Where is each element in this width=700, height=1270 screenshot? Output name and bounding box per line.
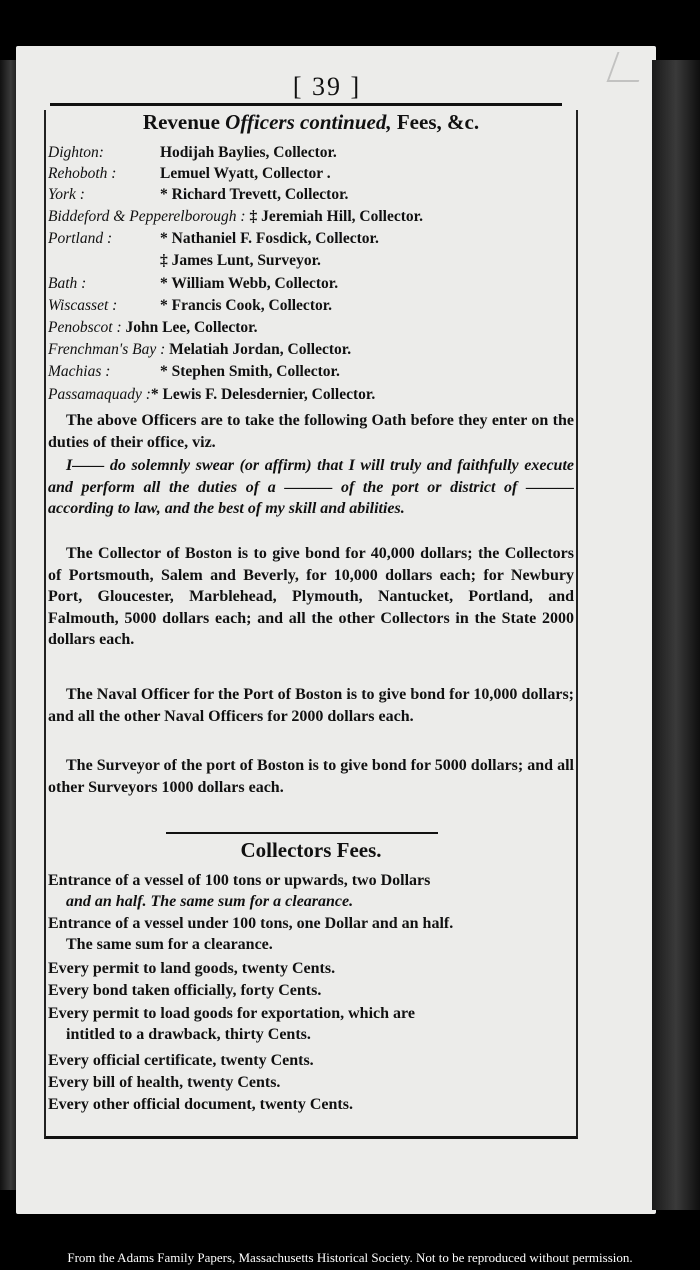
- fee-item: [48, 958, 574, 979]
- fees-rule: [166, 832, 438, 834]
- fee-text: Every bill of health, twenty Cents.: [48, 1074, 281, 1091]
- officer-name: Hodijah Baylies, Collector.: [160, 144, 337, 161]
- fee-text: Every official certificate, twenty Cents.: [48, 1052, 314, 1069]
- officer-name: * Nathaniel F. Fosdick, Collector.: [160, 230, 379, 247]
- officer-place: York :: [48, 186, 85, 203]
- fee-item: [48, 980, 574, 1001]
- officer-place: Rehoboth :: [48, 165, 117, 182]
- officer-row: [48, 250, 321, 271]
- oath-intro: The above Officers are to take the following Oath before they enter on the duties of their office, viz.: [48, 412, 574, 451]
- officer-place: Wiscasset :: [48, 297, 118, 314]
- heading-italic: Officers continued,: [225, 110, 392, 134]
- officer-row: [48, 384, 375, 405]
- officer-row: [48, 339, 351, 360]
- fee-item: [48, 913, 574, 955]
- officer-place: Frenchman's Bay :: [48, 341, 166, 358]
- officer-place: Passamaquady :: [48, 386, 151, 403]
- fee-continuation: and an half. The same sum for a clearance.: [66, 893, 354, 910]
- fee-text: Entrance of a vessel under 100 tons, one Dollar and an half.: [48, 915, 454, 932]
- officer-place: Bath :: [48, 275, 87, 292]
- page-heading: [46, 110, 576, 135]
- officer-row: [48, 228, 379, 249]
- fee-text: Every bond taken officially, forty Cents.: [48, 982, 322, 999]
- officer-name: * Francis Cook, Collector.: [160, 297, 333, 314]
- page-edges: [652, 60, 700, 1210]
- officer-row: [48, 142, 337, 163]
- officer-name: Melatiah Jordan, Collector.: [169, 341, 352, 358]
- officer-row: [48, 163, 331, 184]
- archive-caption: From the Adams Family Papers, Massachusetts Historical Society. Not to be reproduced without permission.: [67, 1250, 633, 1265]
- officer-place: Dighton:: [48, 144, 104, 161]
- officer-name: ‡ Jeremiah Hill, Collector.: [249, 208, 423, 225]
- officer-row: [48, 184, 348, 205]
- officer-name: * Stephen Smith, Collector.: [160, 363, 340, 380]
- fee-continuation: The same sum for a clearance.: [66, 936, 273, 953]
- fee-text: Every permit to load goods for exportation, which are: [48, 1005, 415, 1022]
- surveyor-bond-paragraph: The Surveyor of the port of Boston is to give bond for 5000 dollars; and all other Surveyors 1000 dollars each.: [48, 757, 574, 796]
- fee-continuation: intitled to a drawback, thirty Cents.: [66, 1026, 311, 1043]
- officer-row: [48, 317, 258, 338]
- collector-bond-paragraph: The Collector of Boston is to give bond for 40,000 dollars; the Collectors of Portsmouth, Salem and Beverly, for 10,000 dollars each; for Newbury Port, Gloucester, Marblehead, Plymouth, Nantucket, Portland, and Falmouth, 5000 dollars each; and all the other Collectors in the State 2000 dollars each.: [48, 545, 574, 648]
- heading-end: Fees, &c.: [391, 110, 480, 134]
- naval-bond-paragraph: The Naval Officer for the Port of Boston is to give bond for 10,000 dollars; and all the other Naval Officers for 2000 dollars each.: [48, 686, 574, 725]
- fees-heading: Collectors Fees.: [240, 838, 382, 862]
- officer-name: ‡ James Lunt, Surveyor.: [160, 252, 321, 269]
- text-block: [44, 110, 578, 1139]
- oath-text: I—— do solemnly swear (or affirm) that I will truly and faithfully execute and perform all the duties of a ——— of the port or district of ——— according to law, and the best of my skill and abilities.: [48, 457, 574, 517]
- fee-text: Every permit to land goods, twenty Cents.: [48, 960, 336, 977]
- fee-item: [48, 870, 574, 912]
- officer-place: Machias :: [48, 363, 111, 380]
- heading-plain: Revenue: [142, 110, 226, 134]
- officer-name: Lemuel Wyatt, Collector .: [160, 165, 331, 182]
- fee-item: [48, 1050, 574, 1071]
- officer-row: [48, 273, 338, 294]
- fee-item: [48, 1003, 574, 1045]
- fee-item: [48, 1072, 574, 1093]
- officer-place: Portland :: [48, 230, 113, 247]
- fee-item: [48, 1094, 574, 1115]
- fee-text: Entrance of a vessel of 100 tons or upwards, two Dollars: [48, 872, 431, 889]
- fee-text: Every other official document, twenty Cents.: [48, 1096, 353, 1113]
- officer-row: [48, 361, 340, 382]
- officer-row: [48, 206, 423, 227]
- page-number: [ 39 ]: [292, 72, 362, 101]
- officer-place: Biddeford & Pepperelborough :: [48, 208, 246, 225]
- officer-row: [48, 295, 332, 316]
- top-rule: [50, 103, 562, 106]
- officer-name: John Lee, Collector.: [125, 319, 258, 336]
- officer-name: * Lewis F. Delesdernier, Collector.: [150, 386, 376, 403]
- officer-name: * Richard Trevett, Collector.: [160, 186, 349, 203]
- officer-name: * William Webb, Collector.: [160, 275, 339, 292]
- officer-place: Penobscot :: [48, 319, 122, 336]
